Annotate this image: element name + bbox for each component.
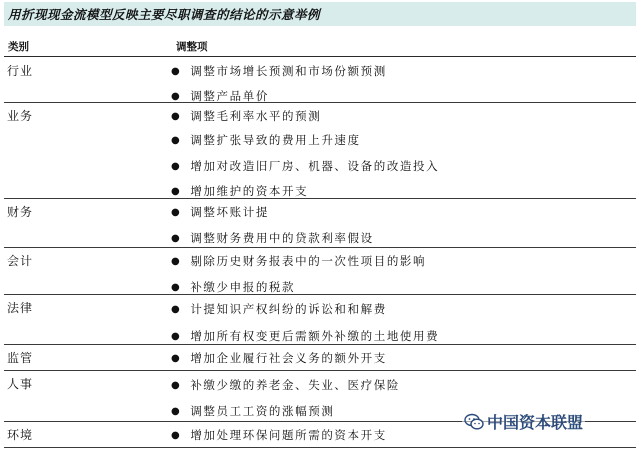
header-category: 类别 (8, 41, 29, 53)
adjustment-text: 调整市场增长预测和市场份额预测 (190, 64, 387, 78)
adjustment-item (171, 427, 387, 443)
table-header (4, 26, 636, 57)
adjustment-text: 补缴少申报的税款 (190, 280, 296, 294)
row-category: 法律 (7, 301, 34, 315)
adjustment-item (171, 63, 387, 79)
row-category: 环境 (7, 428, 34, 442)
adjustment-item (171, 132, 361, 148)
table-row (4, 198, 636, 248)
row-category: 财务 (7, 205, 34, 219)
adjustment-text: 剔除历史财务报表中的一次性项目的影响 (190, 254, 427, 268)
table-title-bar (4, 2, 636, 26)
adjustment-text: 调整员工工资的涨幅预测 (190, 404, 335, 418)
adjustment-item (171, 204, 269, 220)
table-row (4, 247, 636, 295)
adjustment-text: 增加处理环保问题所需的资本开支 (190, 428, 387, 442)
bullet-icon: ● (171, 206, 182, 218)
bullet-icon: ● (171, 185, 182, 197)
adjustment-item (171, 253, 426, 269)
watermark (462, 410, 585, 433)
bullet-icon: ● (171, 134, 182, 146)
row-category: 会计 (7, 254, 34, 268)
bullet-icon: ● (171, 303, 182, 315)
adjustment-item (171, 279, 295, 295)
bullet-icon: ● (171, 232, 182, 244)
adjustment-text: 调整毛利率水平的预测 (190, 109, 322, 123)
row-category: 业务 (7, 109, 34, 123)
adjustment-item (171, 377, 400, 393)
table-row (4, 57, 636, 103)
bullet-icon: ● (171, 405, 182, 417)
adjustment-text: 调整扩张导致的费用上升速度 (190, 133, 361, 147)
adjustment-item (171, 328, 439, 344)
watermark-text: 中国资本联盟 (487, 413, 584, 432)
adjustment-item (171, 158, 439, 174)
bullet-icon: ● (171, 281, 182, 293)
table-row (4, 294, 636, 345)
table-row (4, 344, 636, 371)
table-title: 用折现现金流模型反映主要尽职调查的结论的示意举例 (8, 7, 321, 22)
bullet-icon: ● (171, 65, 182, 77)
adjustment-item (171, 403, 334, 419)
adjustment-item (171, 350, 387, 366)
adjustment-item (171, 230, 374, 246)
adjustment-text: 增加维护的资本开支 (190, 184, 309, 198)
bullet-icon: ● (171, 110, 182, 122)
bullet-icon: ● (171, 429, 182, 441)
bullet-icon: ● (171, 379, 182, 391)
bullet-icon: ● (171, 160, 182, 172)
bullet-icon: ● (171, 255, 182, 267)
row-category: 监管 (7, 351, 34, 365)
wechat-icon (464, 413, 484, 431)
adjustment-text: 调整财务费用中的贷款利率假设 (190, 231, 374, 245)
bullet-icon: ● (171, 352, 182, 364)
header-adjustment: 调整项 (176, 41, 208, 53)
bullet-icon: ● (171, 90, 182, 102)
adjustment-text: 补缴少缴的养老金、失业、医疗保险 (190, 378, 400, 392)
adjustment-text: 调整产品单价 (190, 89, 269, 103)
bullet-icon: ● (171, 330, 182, 342)
adjustment-text: 计提知识产权纠纷的诉讼和和解费 (190, 302, 387, 316)
table-row (4, 102, 636, 199)
adjustment-text: 增加所有权变更后需额外补缴的土地使用费 (190, 329, 440, 343)
row-category: 行业 (7, 64, 34, 78)
adjustment-text: 增加企业履行社会义务的额外开支 (190, 351, 387, 365)
adjustment-item (171, 301, 387, 317)
adjustment-text: 调整坏账计提 (190, 205, 269, 219)
adjustment-item (171, 183, 308, 199)
adjustment-item (171, 108, 321, 124)
row-category: 人事 (7, 377, 34, 391)
adjustment-text: 增加对改造旧厂房、机器、设备的改造投入 (190, 159, 440, 173)
